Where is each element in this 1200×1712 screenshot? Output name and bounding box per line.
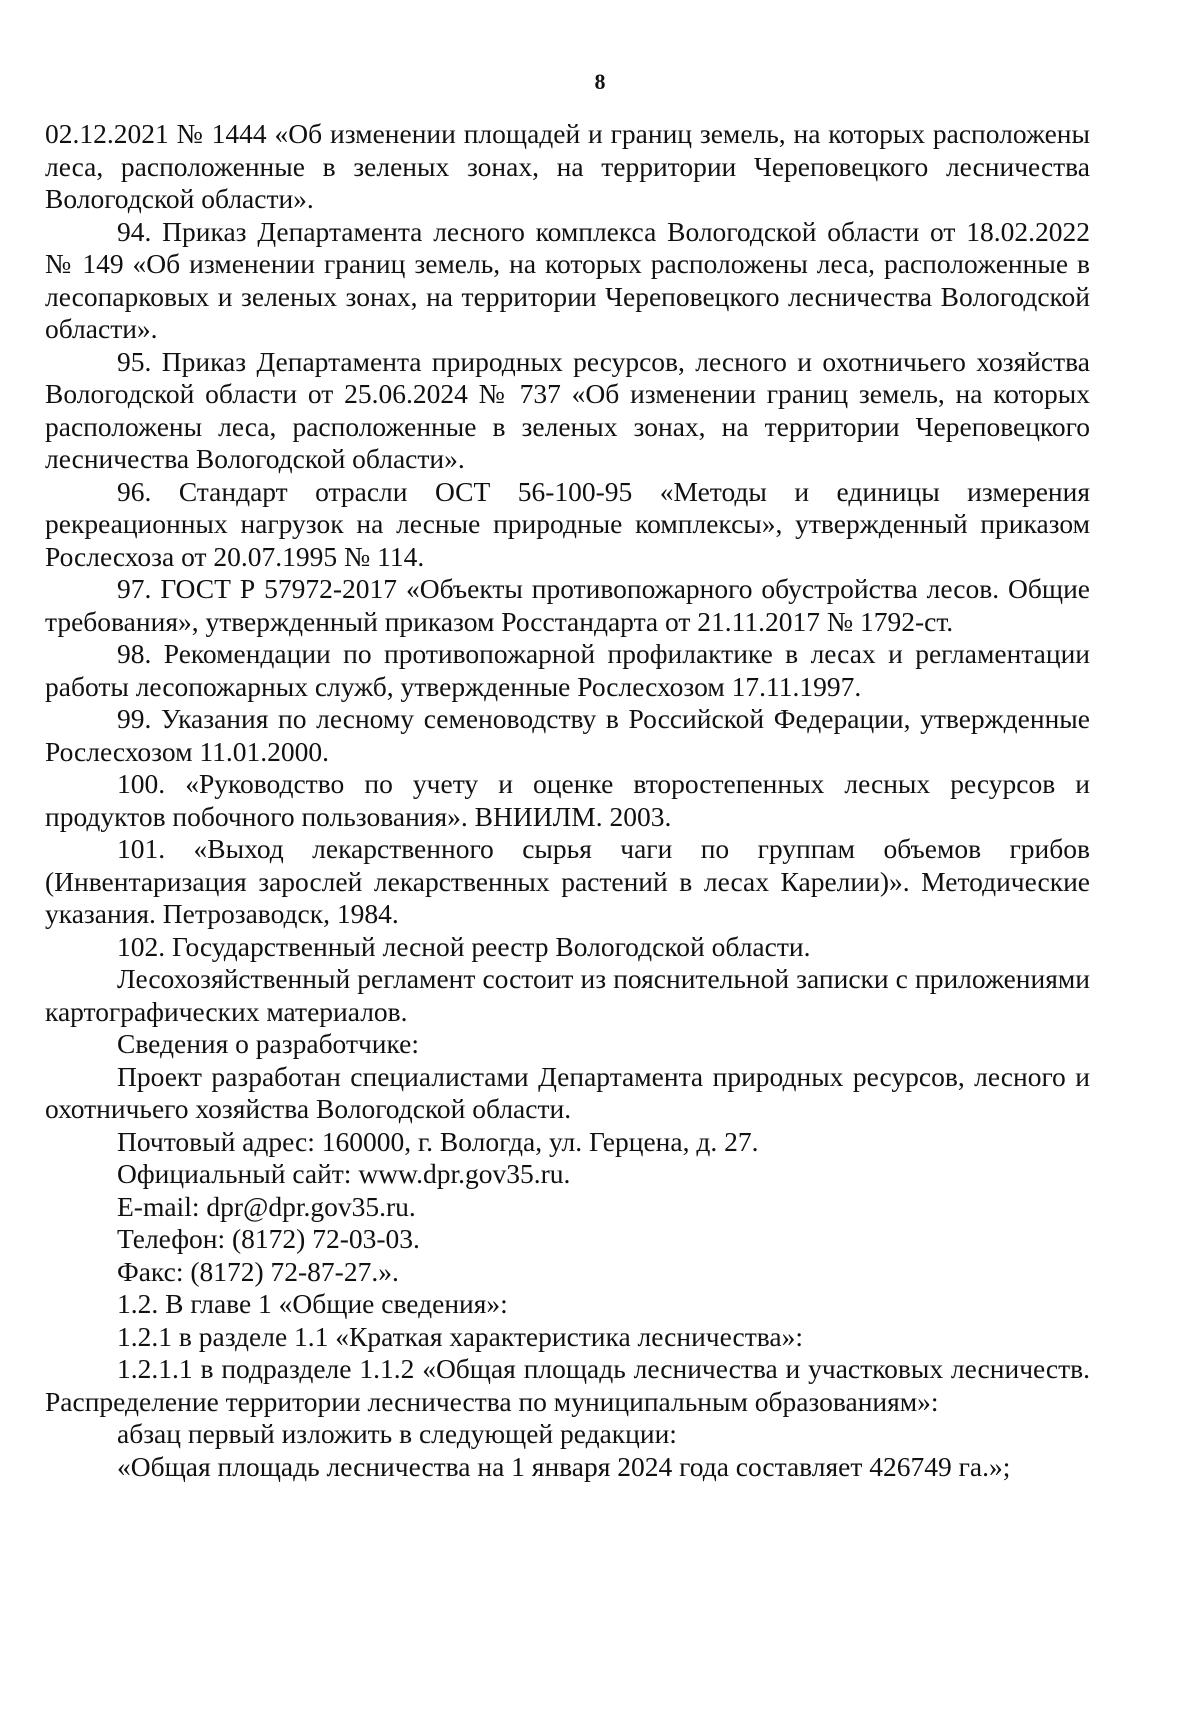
paragraph-developer-heading: Сведения о разработчике:	[117, 1028, 420, 1059]
paragraph-website: Официальный сайт: www.dpr.gov35.ru.	[117, 1158, 571, 1189]
paragraph-first-paragraph-instruction: абзац первый изложить в следующей редакции:	[117, 1418, 677, 1449]
paragraph-item-101: 101. «Выход лекарственного сырья чаги по группам объемов грибов (Инвентаризация зарослей лекарственных растений в лесах Карелии)». Методические указания. Петрозаводск, 1984.	[45, 833, 1090, 929]
paragraph-item-100: 100. «Руководство по учету и оценке второстепенных лесных ресурсов и продуктов побочного пользования». ВНИИЛМ. 2003.	[45, 768, 1090, 832]
paragraph-item-96: 96. Стандарт отрасли ОСТ 56-100-95 «Методы и единицы измерения рекреационных нагрузок на лесные природные комплексы», утвержденный приказом Рослесхоза от 20.07.1995 № 114.	[45, 475, 1090, 572]
paragraph-item-97: 97. ГОСТ Р 57972-2017 «Объекты противопожарного обустройства лесов. Общие требования», утвержденный приказом Росстандарта от 21.11.2017 № 1792-ст.	[45, 573, 1090, 637]
paragraph-developer-info: Проект разработан специалистами Департамента природных ресурсов, лесного и охотничьего хозяйства Вологодской области.	[45, 1060, 1090, 1124]
paragraph-regulation-structure: Лесохозяйственный регламент состоит из пояснительной записки с приложениями картографических материалов.	[45, 963, 1090, 1027]
paragraph-item-94: 94. Приказ Департамента лесного комплекса Вологодской области от 18.02.2022 № 149 «Об изменении границ земель, на которых расположены леса, расположенные в лесопарковых и зеленых зонах, на территории Череповецкого лесничества Вологодской области».	[45, 215, 1090, 344]
page-number: 8	[594, 69, 606, 94]
paragraph-item-102: 102. Государственный лесной реестр Вологодской области.	[117, 930, 811, 962]
paragraph-fax: Факс: (8172) 72-87-27.».	[117, 1255, 399, 1287]
paragraph-item-99: 99. Указания по лесному семеноводству в Российской Федерации, утвержденные Рослесхозом 11.01.2000.	[45, 703, 1090, 767]
paragraph-total-area: «Общая площадь лесничества на 1 января 2024 года составляет 426749 га.»;	[117, 1450, 1011, 1482]
paragraph-item-95: 95. Приказ Департамента природных ресурсов, лесного и охотничьего хозяйства Вологодской области от 25.06.2024 № 737 «Об изменении границ земель, на которых расположены леса, расположенные в зеленых зонах, на территории Череповецкого лесничества Вологодской области».	[45, 345, 1090, 474]
paragraph-section-1-2: 1.2. В главе 1 «Общие сведения»:	[117, 1288, 508, 1319]
paragraph-section-1-2-1: 1.2.1 в разделе 1.1 «Краткая характеристика лесничества»:	[117, 1320, 803, 1352]
paragraph-93-continued: 02.12.2021 № 1444 «Об изменении площадей и границ земель, на которых расположены леса, расположенные в зеленых зонах, на территории Череповецкого лесничества Вологодской области».	[45, 118, 1090, 214]
paragraph-item-98: 98. Рекомендации по противопожарной профилактике в лесах и регламентации работы лесопожарных служб, утвержденные Рослесхозом 17.11.1997.	[45, 638, 1090, 702]
paragraph-postal-address: Почтовый адрес: 160000, г. Вологда, ул. Герцена, д. 27.	[117, 1125, 759, 1157]
paragraph-section-1-2-1-1: 1.2.1.1 в подразделе 1.1.2 «Общая площадь лесничества и участковых лесничеств. Распределение территории лесничества по муниципальным образованиям»:	[45, 1353, 1090, 1417]
document-body	[45, 118, 1090, 1483]
paragraph-phone: Телефон: (8172) 72-03-03.	[117, 1223, 420, 1254]
paragraph-email: E-mail: dpr@dpr.gov35.ru.	[117, 1190, 416, 1222]
